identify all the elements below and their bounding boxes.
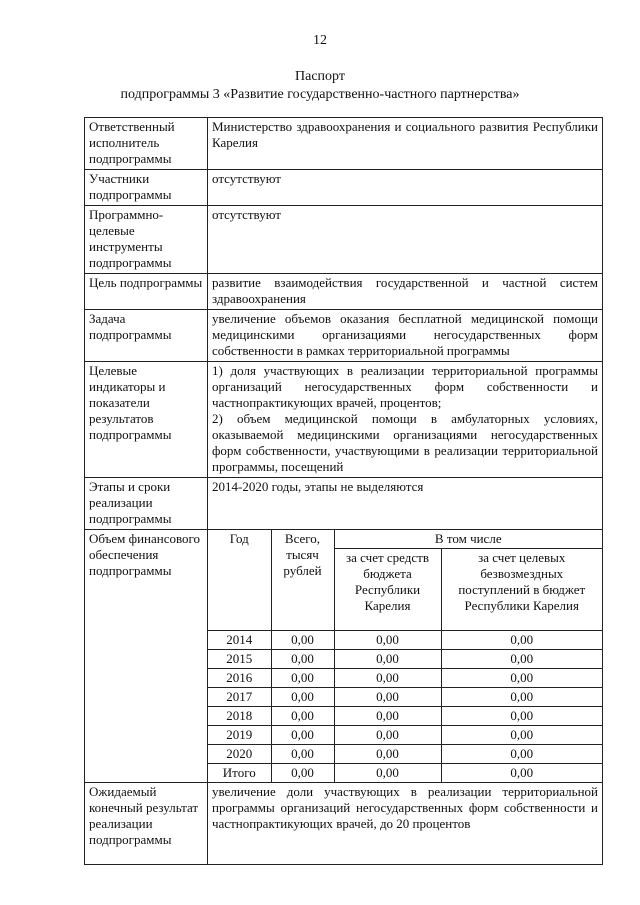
finance-cell-total: 0,00 (271, 650, 334, 669)
finance-cell-budget: 0,00 (334, 745, 441, 764)
row-stages (85, 478, 603, 530)
title-line-1: Паспорт (295, 69, 345, 84)
finance-cell-total: 0,00 (271, 669, 334, 688)
finance-cell-year: 2019 (208, 726, 271, 745)
value-responsible: Министерство здравоохранения и социального развития Республики Карелия (208, 118, 603, 170)
finance-cell-budget: 0,00 (334, 726, 441, 745)
finance-cell-year: 2017 (208, 688, 271, 707)
finance-cell-transfers: 0,00 (441, 764, 602, 783)
finance-cell-total: 0,00 (271, 726, 334, 745)
finance-cell-budget: 0,00 (334, 631, 441, 650)
label-financing: Объем финансового обеспечения подпрограммы (85, 530, 208, 783)
finance-row (208, 707, 602, 726)
indicator-item-1: 1) доля участвующих в реализации территориальной программы организаций негосударственных форм собственности и частнопрактикующих врачей, процентов; (212, 363, 598, 410)
finance-cell-budget: 0,00 (334, 688, 441, 707)
value-result: увеличение доли участвующих в реализации территориальной программы организаций негосударственных форм собственности и частнопрактикующих врачей, до 20 процентов (208, 783, 603, 865)
finance-cell-total: 0,00 (271, 745, 334, 764)
finance-cell-transfers: 0,00 (441, 707, 602, 726)
row-result (85, 783, 603, 865)
finance-row (208, 726, 602, 745)
label-result: Ожидаемый конечный результат реализации подпрограммы (85, 783, 208, 865)
row-instruments (85, 206, 603, 274)
finance-cell-transfers: 0,00 (441, 745, 602, 764)
finance-cell-budget: 0,00 (334, 669, 441, 688)
finance-row (208, 764, 602, 783)
finance-cell-transfers: 0,00 (441, 726, 602, 745)
finance-header-year: Год (208, 530, 271, 631)
finance-header-transfers: за счет целевых безвозмездных поступлений в бюджет Республики Карелия (441, 549, 602, 631)
document-title (0, 68, 640, 104)
value-goal: развитие взаимодействия государственной и частной систем здравоохранения (208, 274, 603, 310)
label-stages: Этапы и сроки реализации подпрограммы (85, 478, 208, 530)
finance-cell-transfers: 0,00 (441, 650, 602, 669)
passport-table (84, 117, 603, 865)
finance-row (208, 688, 602, 707)
finance-cell-budget: 0,00 (334, 650, 441, 669)
finance-cell-year: 2018 (208, 707, 271, 726)
row-goal (85, 274, 603, 310)
finance-cell-year: 2015 (208, 650, 271, 669)
finance-header-row-1 (208, 530, 602, 549)
finance-row (208, 745, 602, 764)
finance-header-including: В том числе (334, 530, 602, 549)
finance-cell-year: 2014 (208, 631, 271, 650)
finance-header-budget: за счет средств бюджета Республики Карелия (334, 549, 441, 631)
finance-table (208, 530, 602, 782)
finance-header-total: Всего, тысяч рублей (271, 530, 334, 631)
value-indicators (208, 362, 603, 478)
title-line-2: подпрограммы 3 «Развитие государственно-частного партнерства» (120, 87, 520, 102)
value-stages: 2014-2020 годы, этапы не выделяются (208, 478, 603, 530)
row-task (85, 310, 603, 362)
row-indicators (85, 362, 603, 478)
page-number: 12 (313, 33, 327, 48)
finance-cell-year: 2020 (208, 745, 271, 764)
finance-cell-total: 0,00 (271, 707, 334, 726)
finance-row (208, 669, 602, 688)
value-financing (208, 530, 603, 783)
row-responsible (85, 118, 603, 170)
row-financing (85, 530, 603, 783)
value-instruments: отсутствуют (208, 206, 603, 274)
finance-cell-total: 0,00 (271, 631, 334, 650)
finance-cell-total: 0,00 (271, 764, 334, 783)
row-participants (85, 170, 603, 206)
finance-row (208, 650, 602, 669)
value-participants: отсутствуют (208, 170, 603, 206)
label-task: Задача подпрограммы (85, 310, 208, 362)
finance-cell-transfers: 0,00 (441, 669, 602, 688)
finance-row (208, 631, 602, 650)
label-responsible: Ответственный исполнитель подпрограммы (85, 118, 208, 170)
finance-cell-year: 2016 (208, 669, 271, 688)
label-goal: Цель подпрограммы (85, 274, 208, 310)
value-task: увеличение объемов оказания бесплатной медицинской помощи медицинскими организациями негосударственных форм собственности в рамках территориальной программы (208, 310, 603, 362)
finance-cell-year: Итого (208, 764, 271, 783)
finance-cell-total: 0,00 (271, 688, 334, 707)
label-participants: Участники подпрограммы (85, 170, 208, 206)
label-instruments: Программно-целевые инструменты подпрограммы (85, 206, 208, 274)
finance-cell-transfers: 0,00 (441, 688, 602, 707)
label-indicators: Целевые индикаторы и показатели результатов подпрограммы (85, 362, 208, 478)
finance-cell-transfers: 0,00 (441, 631, 602, 650)
indicator-item-2: 2) объем медицинской помощи в амбулаторных условиях, оказываемой медицинскими организациями негосударственных форм собственности, участвующими в реализации территориальной программы, посещений (212, 411, 598, 474)
finance-cell-budget: 0,00 (334, 707, 441, 726)
finance-cell-budget: 0,00 (334, 764, 441, 783)
